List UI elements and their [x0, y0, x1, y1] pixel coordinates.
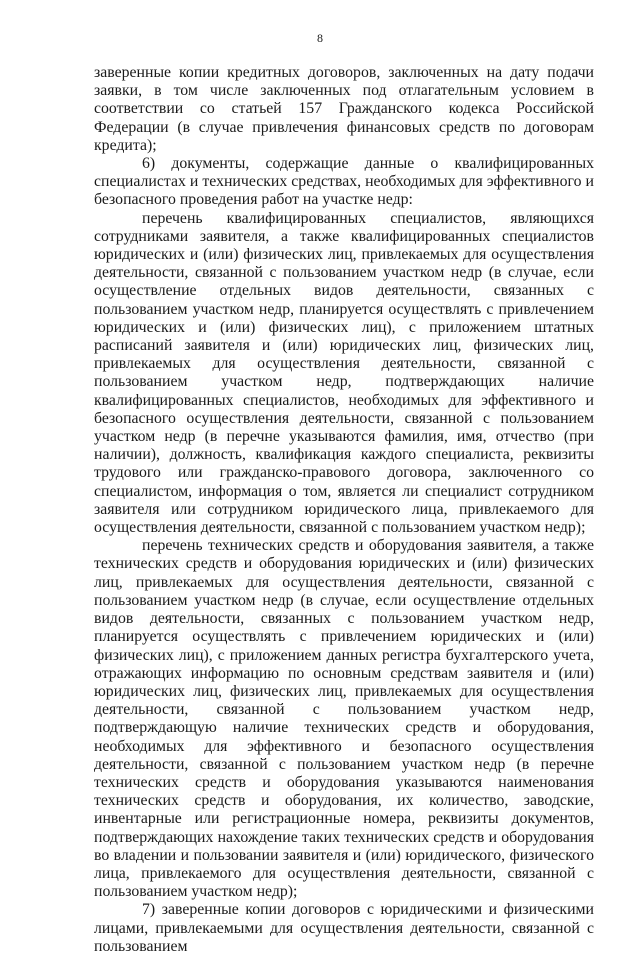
page-number: 8	[317, 31, 323, 45]
paragraph-item-6: 6) документы, содержащие данные о квалифицированных специалистах и технических средствах, необходимых для эффективного и безопасного проведения работ на участке недр:	[94, 155, 594, 209]
paragraph-equipment-list: перечень технических средств и оборудования заявителя, а также технических средств и оборудования юридических и (или) физических лиц, привлекаемых для осуществления деятельности, связанной с пользованием участком недр (в случае, если осуществление отдельных видов деятельности, связанных с пользованием участком недр, планируется осуществлять с привлечением юридических и (или) физических лиц), с приложением данных регистра бухгалтерского учета, отражающих информацию по основным средствам заявителя и (или) юридических лиц, физических лиц, привлекаемых для осуществления деятельности, связанной с пользованием участком недр, подтверждающую наличие технических средств и оборудования, необходимых для эффективного и безопасного осуществления деятельности, связанной с пользованием участком недр (в перечне технических средств и оборудования указываются наименования технических средств и оборудования, их количество, заводские, инвентарные или регистрационные номера, реквизиты документов, подтверждающих нахождение таких технических средств и оборудования во владении и пользовании заявителя и (или) юридического, физического лица, привлекаемого для осуществления деятельности, связанной с пользованием участком недр);	[94, 537, 594, 901]
paragraph-specialists-list: перечень квалифицированных специалистов, являющихся сотрудниками заявителя, а также квалифицированных специалистов юридических и (или) физических лиц, привлекаемых для осуществления деятельности, связанной с пользованием участком недр (в случае, если осуществление отдельных видов деятельности, связанных с пользованием участком недр, планируется осуществлять с привлечением юридических и (или) физических лиц), с приложением штатных расписаний заявителя и (или) юридических лиц, физических лиц, привлекаемых для осуществления деятельности, связанной с пользованием участком недр, подтверждающих наличие квалифицированных специалистов, необходимых для эффективного и безопасного осуществления деятельности, связанной с пользованием участком недр (в перечне указываются фамилия, имя, отчество (при наличии), должность, квалификация каждого специалиста, реквизиты трудового или гражданско-правового договора, заключенного со специалистом, информация о том, является ли специалист сотрудником заявителя или сотрудником юридического лица, привлекаемого для осуществления деятельности, связанной с пользованием участком недр);	[94, 209, 594, 537]
paragraph-credit-contracts: заверенные копии кредитных договоров, заключенных на дату подачи заявки, в том числе заключенных под отлагательным условием в соответствии со статьей 157 Гражданского кодекса Российской Федерации (в случае привлечения финансовых средств по договорам кредита);	[94, 64, 594, 154]
document-body	[94, 64, 594, 956]
paragraph-item-7: 7) заверенные копии договоров с юридическими и физическими лицами, привлекаемыми для осуществления деятельности, связанной с пользованием	[94, 901, 594, 955]
